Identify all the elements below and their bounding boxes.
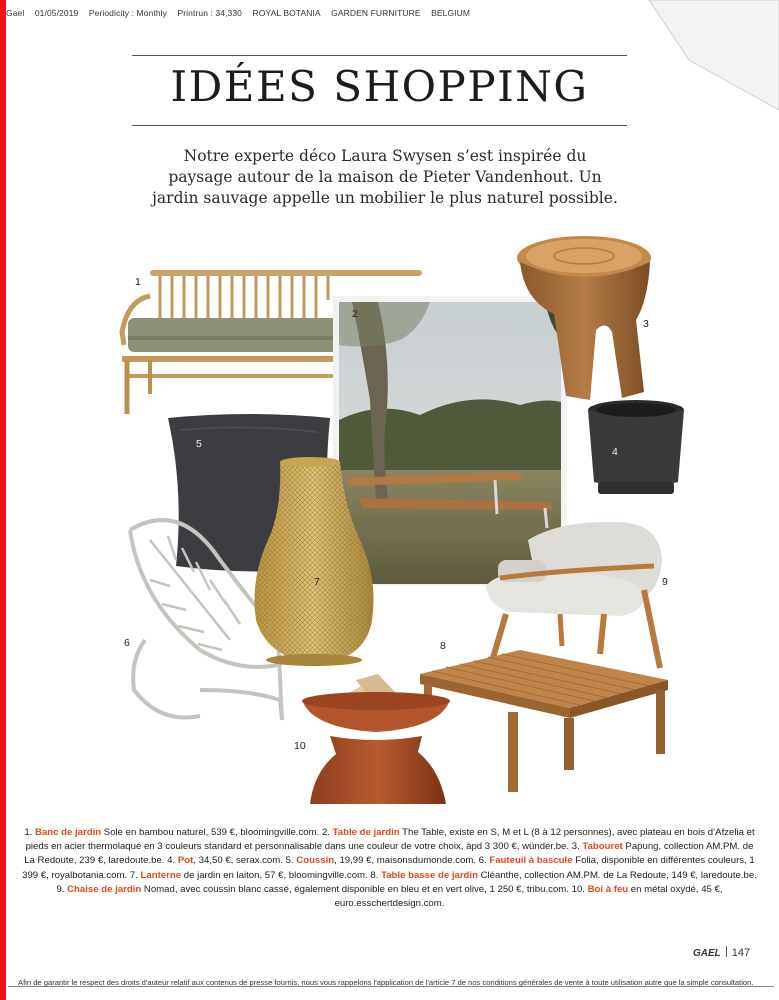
product-number-10: 10: [294, 740, 306, 752]
caption-7-name: Lanterne: [140, 869, 182, 881]
page-folio: [693, 946, 750, 959]
caption-4: 4. Pot, 34,50 €, serax.com.: [167, 855, 286, 867]
caption-5-name: Coussin: [296, 855, 335, 867]
dark-planter-image: [588, 400, 684, 494]
caption-9-name: Chaise de jardin: [67, 883, 142, 895]
product-number-8: 8: [440, 640, 446, 652]
caption-10-name: Boi à feu: [587, 883, 629, 895]
header-periodicity: Periodicity : Monthly: [88, 8, 167, 18]
caption-2-name: Table de jardin: [332, 827, 400, 838]
product-number-4: 4: [612, 446, 618, 458]
product-number-2: 2: [352, 308, 358, 320]
header-printrun: Printrun : 34,330: [177, 8, 243, 18]
coffee-table-image: [420, 650, 668, 792]
copyright-notice: Afin de garantir le respect des droits d'auteur relatif aux contenus de presse fournis, nous vous rappelons l'application de l'article 7 de nos conditions générales de vente à toute utilisation autre que la simple consultation.: [18, 978, 754, 987]
product-number-3: 3: [643, 318, 649, 330]
page-title: IDÉES SHOPPING: [170, 62, 589, 111]
header-publication: Gael: [6, 8, 25, 18]
caption-2: 2. Table de jardin The Table, existe en S, M et L (8 à 12 personnes), avec plateau en bois d’Afzelia et pieds en acier thermolaqué en 3 couleurs standard et personnalisable dans une couleur de votre choix, àpd 3 300 €, wünder.be.: [25, 827, 755, 853]
intro-paragraph: Notre experte déco Laura Swysen s’est inspirée du paysage autour de la maison de Pieter Vandenhout. Un jardin sauvage appelle un mobilier le plus naturel possible.: [152, 147, 618, 207]
product-number-6: 6: [124, 637, 130, 649]
caption-1-name: Banc de jardin: [35, 827, 102, 838]
folio-separator: [726, 946, 727, 957]
caption-8: 8. Table basse de jardin Cléanthe, collection AM.PM. de La Redoute, 149 €, laredoute.be.: [370, 869, 757, 881]
product-number-9: 9: [662, 576, 668, 588]
folio-magazine: GAEL: [693, 948, 721, 959]
caption-6-name: Fauteuil à bascule: [489, 855, 573, 867]
header-brand: ROYAL BOTANIA: [252, 8, 321, 18]
caption-10: 10. Boi à feu en métal oxydé, 45 €, euro.esschertdesign.com.: [334, 883, 723, 910]
header-category: GARDEN FURNITURE: [331, 8, 421, 18]
product-number-7: 7: [314, 576, 320, 588]
product-captions: [22, 826, 757, 911]
caption-1: 1. Banc de jardin Sole en bambou naturel, 539 €, bloomingville.com.: [24, 827, 322, 838]
caption-8-name: Table basse de jardin: [381, 869, 478, 881]
header-date: 01/05/2019: [34, 8, 79, 18]
caption-6: 6. Fauteuil à bascule Folia, disponible en différentes couleurs, 1 399 €, royalbotania.com.: [22, 855, 755, 881]
caption-4-name: Pot: [177, 855, 194, 867]
caption-7: 7. Lanterne de jardin en laiton, 57 €, bloomingville.com.: [129, 869, 371, 881]
header-country: BELGIUM: [431, 8, 471, 18]
caption-3-name: Tabouret: [582, 841, 623, 853]
caption-3: 3. Tabouret Papung, collection AM.PM. de La Redoute, 239 €, laredoute.be.: [24, 841, 754, 867]
product-number-5: 5: [196, 438, 202, 450]
folio-page-number: 147: [731, 947, 751, 959]
caption-9: 9. Chaise de jardin Nomad, avec coussin blanc cassé, également disponible en bleu et en vert olive, 1 250 €, tribu.com.: [56, 883, 572, 895]
product-number-1: 1: [135, 276, 141, 288]
caption-5: 5. Coussin, 19,99 €, maisonsdumonde.com.: [285, 855, 479, 867]
